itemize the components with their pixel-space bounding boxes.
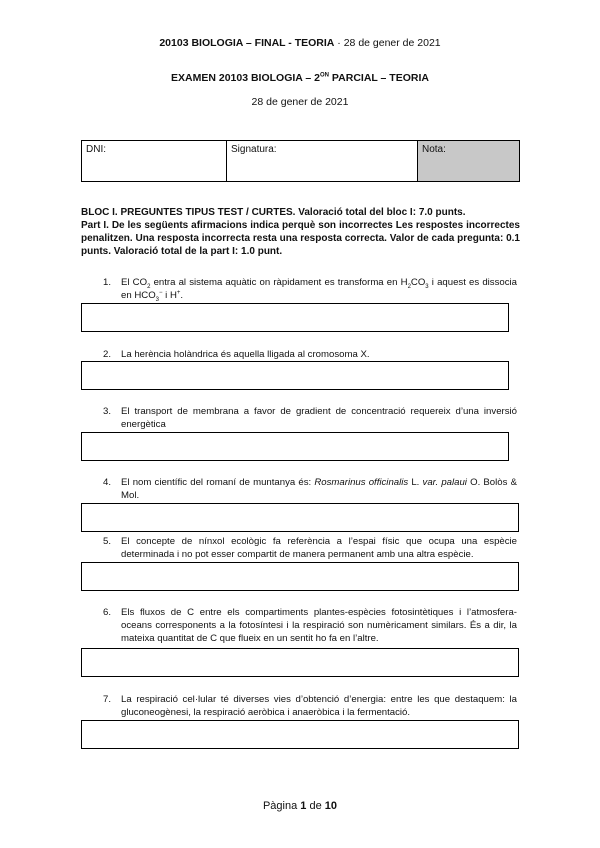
bloc-part-instructions: Part I. De les següents afirmacions indica perquè son incorrectes Les respostes incorrectes penalitzen. Una resposta incorrecta resta una resposta correcta. Valor de cada pregunta: 0.1 punts. Valoració total de la part I: 1.0 punt.: [81, 220, 520, 257]
exam-date: 28 de gener de 2021: [251, 96, 349, 108]
question-text: Els fluxos de C entre els compartiments plantes-espècies fotosintètiques i l’atmosfera-oceans corresponents a la fotosíntesi i la respiració son numèricament similars. És a dir, la mateixa quantitat de C que flueix en un sentit ho fa en l’altre.: [121, 607, 517, 644]
question-7: 7. La respiració cel·lular té diverses vies d’obtenció d’energia: entre les que destaquem: la gluconeogènesi, la respiració aeròbica i anaeròbica i la fermentació.: [103, 694, 517, 718]
exam-title: EXAMEN 20103 BIOLOGIA – $2^{ON}$ PARCIAL – TEORIA: [171, 72, 429, 84]
answer-box-1[interactable]: [81, 303, 509, 332]
question-text: El $CO_2$ entra al sistema aquàtic on ràpidament es transforma en $H_2CO_3$ i aquest es dissocia en $HCO_3^-$ i H+.: [121, 277, 517, 303]
answer-box-5[interactable]: [81, 562, 519, 591]
bloc-instructions: [81, 206, 520, 258]
question-1: 1. El $CO_2$ entra al sistema aquàtic on ràpidament es transforma en $H_2CO_3$ i aquest es dissocia en $HCO_3^-$ i H+.: [103, 277, 517, 303]
question-5: 5. El concepte de nínxol ecològic fa referència a l’espai físic que ocupa una espècie determinada i no pot esser compartit de manera permanent amb una altra espècie.: [103, 536, 517, 560]
answer-box-7[interactable]: [81, 720, 519, 749]
answer-box-2[interactable]: [81, 361, 509, 390]
answer-box-6[interactable]: [81, 648, 519, 677]
page-number: Pàgina 1 de 10: [262, 800, 338, 812]
header-course: 20103 BIOLOGIA – FINAL - TEORIA: [159, 37, 335, 49]
student-id-table: [81, 140, 520, 182]
question-4: 4. El nom científic del romaní de muntanya és: Rosmarinus officinalis L. var. palaui O. Bolòs & Mol.: [103, 477, 517, 501]
signature-field[interactable]: Signatura:: [227, 141, 418, 181]
grade-field: Nota:: [418, 141, 519, 181]
bloc-title: BLOC I. PREGUNTES TIPUS TEST / CURTES. Valoració total del bloc I: 7.0 punts.: [81, 207, 466, 218]
question-2: 2. La herència holàndrica és aquella lligada al cromosoma X.: [103, 348, 517, 361]
question-text: El concepte de nínxol ecològic fa referència a l’espai físic que ocupa una espècie determinada i no pot esser compartit de manera permanent amb una altra espècie.: [121, 536, 517, 560]
dni-field[interactable]: DNI:: [82, 141, 227, 181]
exam-header: [0, 37, 600, 49]
question-6: 6. Els fluxos de C entre els compartiments plantes-espècies fotosintètiques i l’atmosfera-oceans corresponents a la fotosíntesi i la respiració son numèricament similars. És a dir, la mateixa quantitat de C que flueix en un sentit ho fa en l’altre.: [103, 607, 517, 644]
header-date: · 28 de gener de 2021: [334, 37, 441, 49]
question-text: La herència holàndrica és aquella lligada al cromosoma X.: [121, 349, 370, 360]
answer-box-3[interactable]: [81, 432, 509, 461]
question-text: El nom científic del romaní de muntanya és: Rosmarinus officinalis L. var. palaui O. Bolòs & Mol.: [121, 477, 517, 501]
question-text: El transport de membrana a favor de gradient de concentració requereix d’una inversió energètica: [121, 406, 517, 430]
question-3: 3. El transport de membrana a favor de gradient de concentració requereix d’una inversió energètica: [103, 406, 517, 430]
answer-box-4[interactable]: [81, 503, 519, 532]
question-text: La respiració cel·lular té diverses vies d’obtenció d’energia: entre les que destaquem: la gluconeogènesi, la respiració aeròbica i anaeròbica i la fermentació.: [121, 694, 517, 718]
